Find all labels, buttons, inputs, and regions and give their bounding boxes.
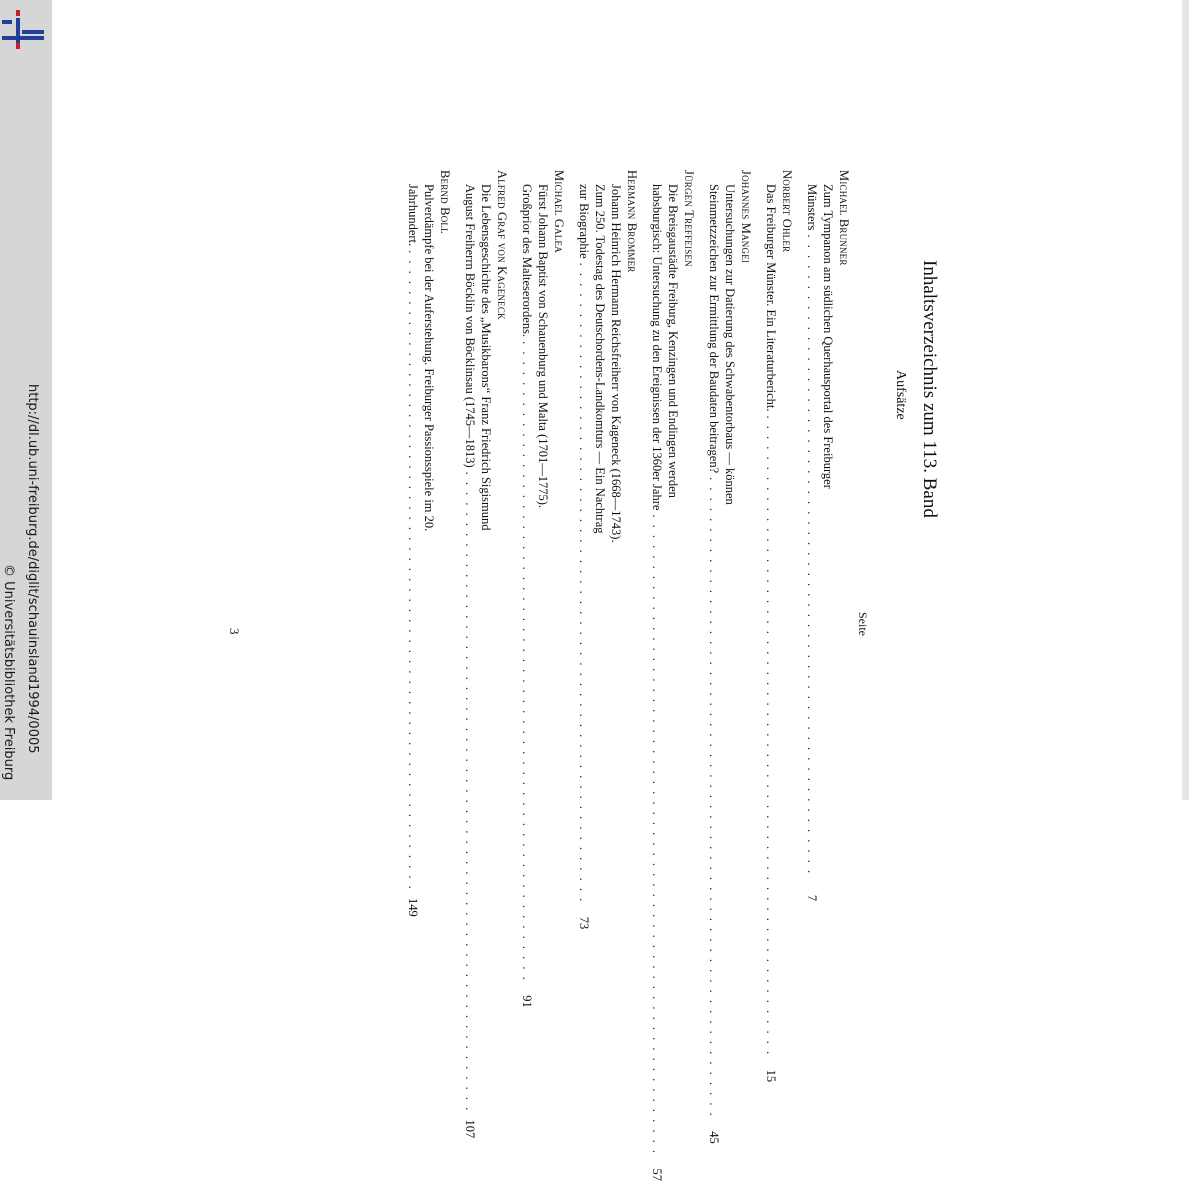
toc-author: Bernd Boll — [438, 170, 452, 234]
toc-title-line: habsburgisch: Untersuchung zu den Ereignissen der 1360er Jahre — [650, 184, 664, 511]
leader-dots: . . . . . . . . . . . . . . . . . . . . . . . . . . . . . . . . . . . . . . . . . . . . . . . . . . . . . . . . . . . . . . . — [805, 234, 819, 876]
document-page — [227, 170, 940, 1181]
toc-title-line: Münsters — [805, 184, 819, 231]
document-url[interactable]: http://dl.ub.uni-freiburg.de/diglit/schauinsland1994/0005 — [25, 384, 40, 754]
toc-page-number: 57 — [650, 1168, 664, 1181]
viewer-sidebar — [0, 0, 52, 800]
toc-title-line: Großprior des Malteserordens. — [520, 184, 534, 338]
toc-title-line: Die Breisgaustädte Freiburg, Kenzingen und Endingen werden — [666, 184, 680, 498]
toc-page-number: 107 — [463, 1119, 477, 1139]
toc-item-link[interactable] — [405, 170, 421, 917]
leader-dots: . . . . . . . . . . . . . . . . . . . . . . . . . . . . . . . . . . . . . . . . . . . . . . . . . . . . . . . . . . . . . . . — [577, 262, 591, 904]
page-number: 3 — [227, 628, 242, 635]
toc-author: Michael Brunner — [837, 170, 851, 266]
toc-item-link[interactable] — [462, 170, 478, 1139]
toc-page-number: 149 — [406, 898, 420, 917]
toc-author: Johannes Mangei — [739, 170, 753, 264]
toc-title-line: August Freiherrn Böcklin von Böcklinsau (1745—1813) — [463, 184, 477, 468]
toc-page-number: 7 — [805, 894, 819, 902]
toc-title-line: Zum Tympanon am südlichen Querhausportal des Freiburger — [821, 184, 835, 489]
toc-author: Alfred Graf von Kageneck — [495, 170, 509, 320]
toc-title-line: Steinmetzzeichen zur Ermittlung der Baudaten beitragen? — [707, 184, 721, 474]
toc-item-link[interactable] — [763, 170, 779, 1083]
toc-item-link[interactable] — [649, 170, 665, 1181]
page-edge — [1182, 0, 1189, 800]
toc-item-link[interactable] — [519, 170, 535, 1008]
page-column-label: Seite — [856, 612, 870, 636]
section-heading: Aufsätze — [893, 370, 908, 420]
toc-title-line: Untersuchungen zur Datierung des Schwabentorbaus — können — [723, 184, 737, 505]
leader-dots: . . . . . . . . . . . . . . . . . . . . . . . . . . . . . . . . . . . . . . . . . . . . . . . . . . . . . . . . . . . . . . . — [650, 514, 664, 1156]
toc-page-number: 73 — [577, 916, 591, 930]
leader-dots: . . . . . . . . . . . . . . . . . . . . . . . . . . . . . . . . . . . . . . . . . . . . . . . . . . . . . . . . . . . . . . . — [406, 250, 420, 891]
leader-dots: . . . . . . . . . . . . . . . . . . . . . . . . . . . . . . . . . . . . . . . . . . . . . . . . . . . . . . . . . . . . . . . — [707, 477, 721, 1118]
toc-title-line: Pulverdämpfe bei der Auferstehung. Freiburger Passionsspiele im 20. — [422, 184, 436, 532]
leader-dots: . . . . . . . . . . . . . . . . . . . . . . . . . . . . . . . . . . . . . . . . . . . . . . . . . . . . . . . . . . . . . . . — [520, 341, 534, 982]
library-logo-icon[interactable] — [2, 10, 44, 50]
leader-dots: . . . . . . . . . . . . . . . . . . . . . . . . . . . . . . . . . . . . . . . . . . . . . . . . . . . . . . . . . . . . . . . — [463, 471, 477, 1113]
toc-item-link[interactable] — [706, 170, 722, 1144]
copyright-notice: © Universitätsbibliothek Freiburg — [1, 564, 16, 781]
toc-title-line: Zum 250. Todestag des Deutschordens-Landkomturs — Ein Nachtrag — [593, 184, 607, 534]
toc-author: Jürgen Treffeisen — [682, 170, 696, 267]
toc-title-line: zur Biographie — [577, 184, 591, 259]
toc-title-line: Die Lebensgeschichte des „Musikbarons“ Franz Friedrich Sigismund — [479, 184, 493, 531]
toc-page-number: 15 — [764, 1069, 778, 1083]
toc-item-link[interactable] — [576, 170, 592, 930]
toc-title-line: Das Freiburger Münster. Ein Literaturbericht. — [764, 184, 778, 412]
toc-page-number: 45 — [707, 1131, 721, 1144]
toc-title-line: Jahrhundert. — [406, 184, 420, 247]
toc-author: Michael Galea — [552, 170, 566, 253]
leader-dots: . . . . . . . . . . . . . . . . . . . . . . . . . . . . . . . . . . . . . . . . . . . . . . . . . . . . . . . . . . . . . . . — [764, 415, 778, 1057]
toc-title-line: Johann Heinrich Hermann Reichsfreiherr von Kageneck (1668—1743). — [609, 184, 623, 543]
toc-author: Hermann Brommer — [625, 170, 639, 273]
toc-title-line: Fürst Johann Baptist von Schauenburg und Malta (1701—1775). — [536, 184, 550, 509]
page-title: Inhaltsverzeichnis zum 113. Band — [919, 260, 940, 518]
toc-author: Norbert Ohler — [780, 170, 794, 253]
toc-item-link[interactable] — [804, 170, 820, 902]
toc-page-number: 91 — [520, 995, 534, 1008]
